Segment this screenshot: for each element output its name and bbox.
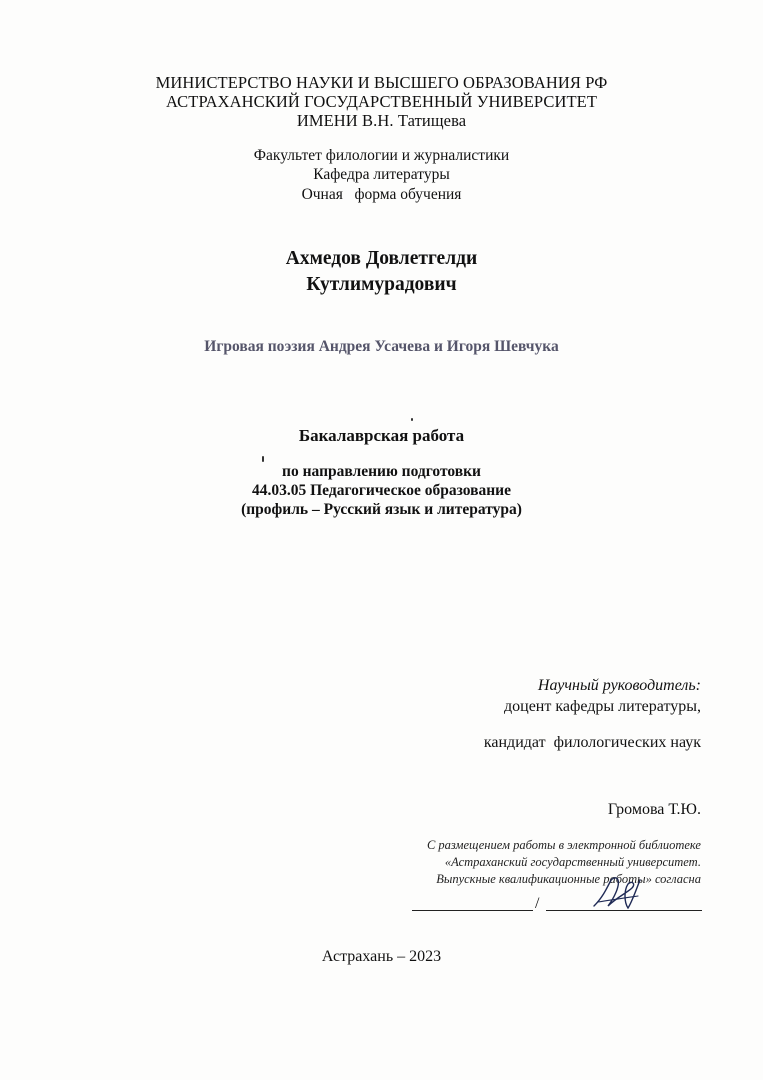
scan-speck bbox=[262, 456, 264, 462]
signature-line-left bbox=[412, 910, 533, 911]
supervisor-position: доцент кафедры литературы, bbox=[504, 698, 701, 715]
faculty-name: Факультет филологии и журналистики bbox=[253, 147, 510, 164]
supervisor-name: Громова Т.Ю. bbox=[607, 801, 701, 818]
direction-code: 44.03.05 Педагогическое образование bbox=[252, 482, 511, 499]
scan-speck bbox=[411, 418, 413, 421]
supervisor-degree: кандидат филологических наук bbox=[483, 734, 701, 751]
city-year: Астрахань – 2023 bbox=[321, 948, 442, 965]
handwritten-signature bbox=[588, 868, 648, 918]
department-name: Кафедра литературы bbox=[313, 166, 450, 183]
named-after-heading: ИМЕНИ В.Н. Татищева bbox=[296, 111, 467, 130]
work-type: Бакалаврская работа bbox=[298, 426, 465, 445]
consent-line3: Выпускные квалификационные работы» согласна bbox=[436, 872, 701, 886]
signature-separator: / bbox=[535, 895, 540, 912]
consent-line1: С размещением работы в электронной библиотеке bbox=[426, 838, 701, 852]
profile: (профиль – Русский язык и литература) bbox=[241, 501, 522, 518]
direction-label: по направлению подготовки bbox=[282, 463, 481, 480]
ministry-heading: МИНИСТЕРСТВО НАУКИ И ВЫСШЕГО ОБРАЗОВАНИЯ РФ bbox=[155, 73, 608, 92]
supervisor-label: Научный руководитель: bbox=[537, 677, 701, 694]
university-heading: АСТРАХАНСКИЙ ГОСУДАРСТВЕННЫЙ УНИВЕРСИТЕТ bbox=[165, 92, 598, 111]
study-form: Очная форма обучения bbox=[301, 186, 462, 203]
thesis-topic: Игровая поэзия Андрея Усачева и Игоря Шевчука bbox=[204, 338, 559, 355]
author-name-line1: Ахмедов Довлетгелди bbox=[285, 248, 478, 269]
consent-line2: «Астраханский государственный университет. bbox=[444, 855, 701, 869]
author-name-line2: Кутлимурадович bbox=[306, 274, 457, 295]
